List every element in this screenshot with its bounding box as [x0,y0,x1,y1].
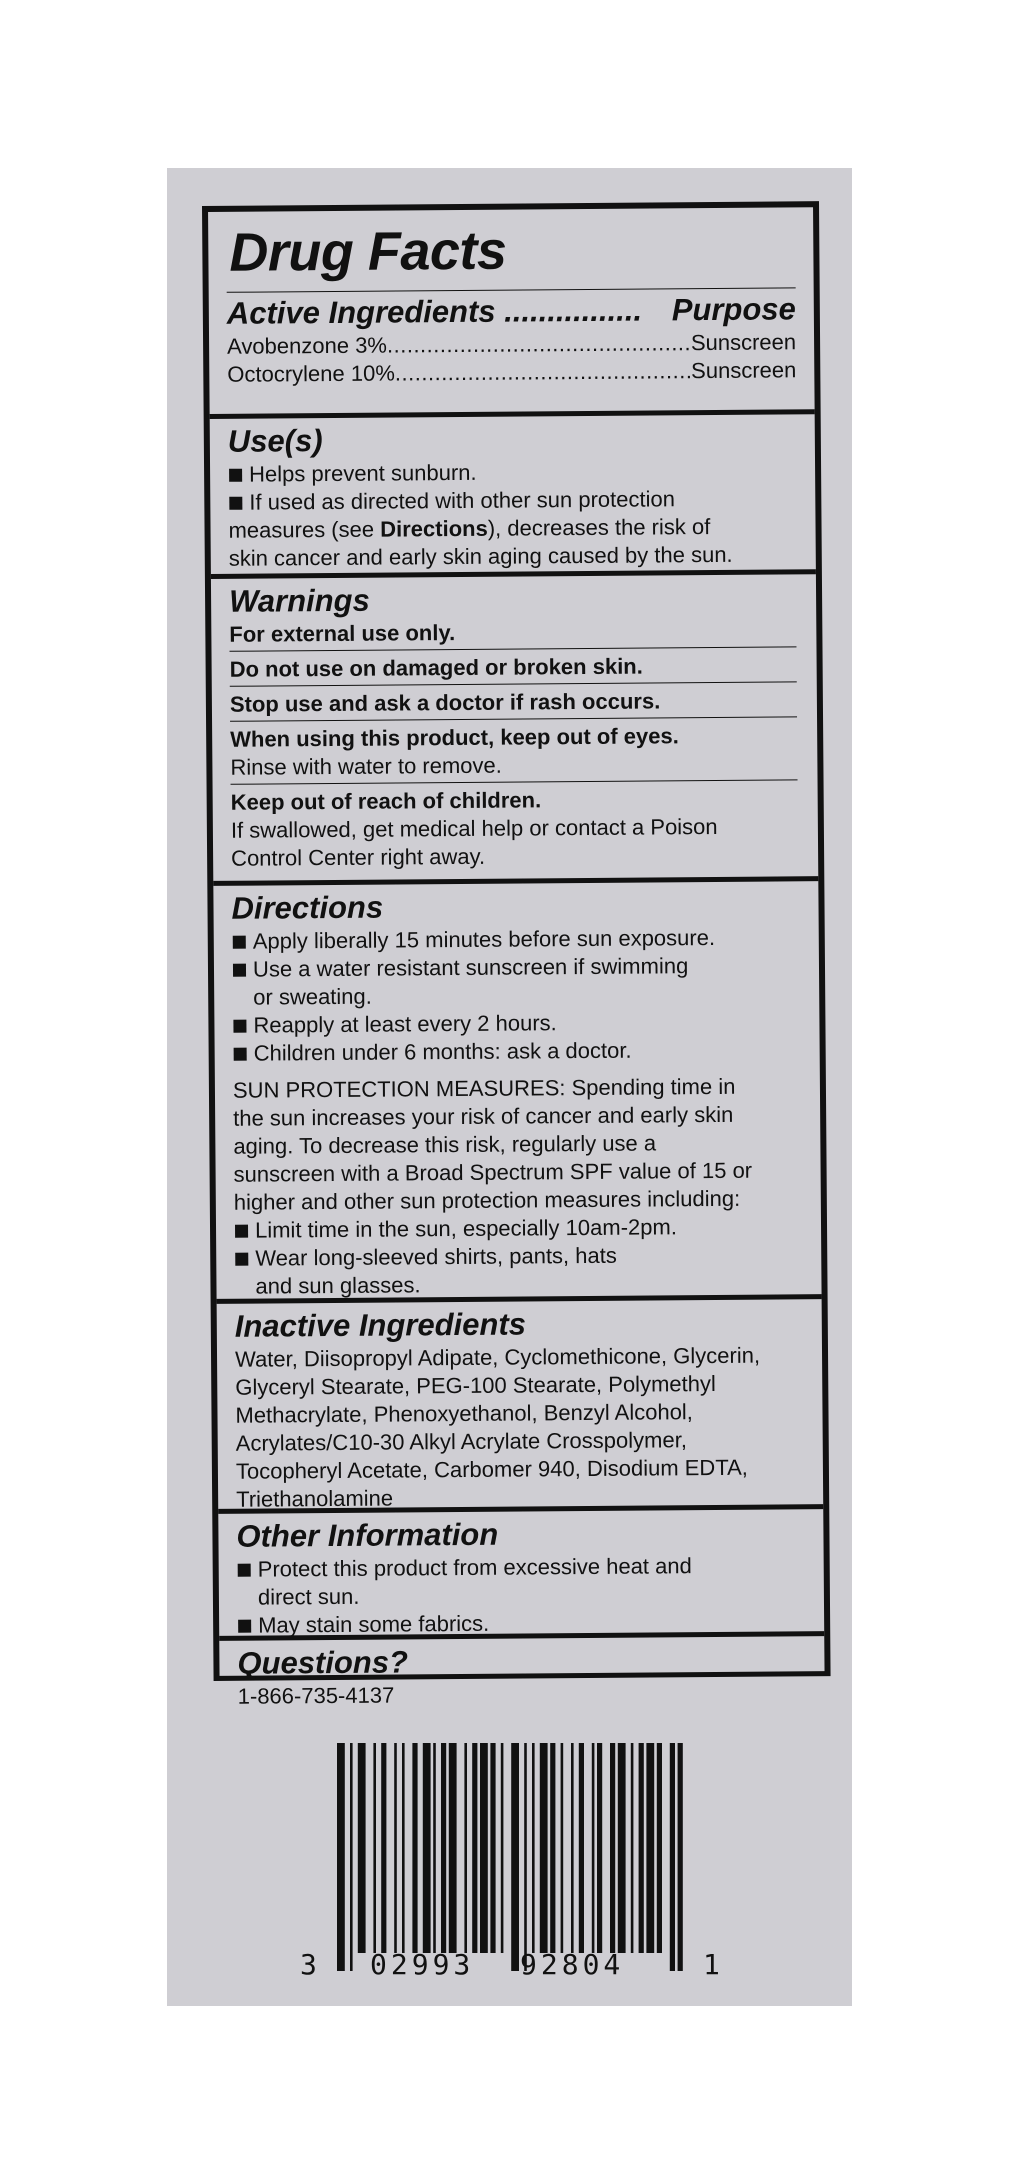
uses-heading: Use(s) [227,423,323,459]
sun-protection-text: SUN PROTECTION MEASURES: Spending time in [232,1073,736,1103]
barcode-bar [358,1743,366,1953]
barcode-bar [678,1743,683,1971]
barcode-bar [480,1743,488,1953]
questions-phone: 1-866-735-4137 [237,1682,395,1709]
barcode-bar [511,1743,519,1971]
sun-protection-text: aging. To decrease this risk, regularly use a [233,1130,657,1159]
warning-damaged-skin: Do not use on damaged or broken skin. [229,653,643,682]
inactive-ingredients-text: Glyceryl Stearate, PEG-100 Stearate, Polymethyl [235,1371,716,1400]
barcode-group-2: 92804 [520,1948,625,1981]
barcode-bar [532,1743,535,1953]
purpose-heading: Purpose [671,291,796,328]
barcode-bar [561,1743,564,1953]
warning-external-use: For external use only. [229,620,456,647]
other-information-heading: Other Information [236,1516,499,1554]
inactive-ingredients-text: Tocopheryl Acetate, Carbomer 940, Disodium EDTA, [235,1454,748,1484]
sun-protection-item-text: Limit time in the sun, especially 10am-2pm. [254,1214,677,1243]
barcode-bar [639,1743,644,1953]
inactive-ingredients-text: Water, Diisopropyl Adipate, Cyclomethicone, Glycerin, [234,1342,761,1372]
other-information-item-continuation: direct sun. [257,1583,360,1610]
uses-item-text: If used as directed with other sun protection [249,486,675,515]
directions-reference: Directions [380,515,488,542]
barcode-bar [441,1743,446,1953]
barcode-bar [337,1743,345,1971]
sun-protection-item-continuation: and sun glasses. [255,1272,421,1299]
directions-item-text: Reapply at least every 2 hours. [253,1010,557,1038]
questions-heading: Questions? [237,1644,409,1681]
warning-children-text: Control Center right away. [231,843,486,871]
barcode-bar [550,1743,555,1953]
barcode-bar [646,1743,654,1953]
barcode-bar [350,1743,353,1971]
ingredient-name: Octocrylene 10% [227,360,395,387]
inactive-ingredients-text: Triethanolamine [236,1485,394,1512]
warning-children: Keep out of reach of children. [230,787,542,815]
barcode-bar [579,1743,584,1953]
barcode-bar [412,1743,417,1953]
barcode-bar [402,1743,405,1953]
barcode-bar [597,1743,602,1953]
ingredient-name: Avobenzone 3% [227,332,388,359]
other-information-item-text: May stain some fabrics. [258,1610,490,1638]
other-information-item-text: Protect this product from excessive heat and [257,1553,692,1582]
uses-item-continuation: skin cancer and early skin aging caused by the sun. [228,541,733,571]
barcode-bar [381,1743,386,1953]
sun-protection-text: higher and other sun protection measures including: [233,1185,741,1215]
uses-text: ), decreases the risk of [487,514,711,541]
ingredient-purpose: Sunscreen [690,329,797,356]
barcode-bar [464,1743,467,1953]
barcode-bar [423,1743,431,1953]
barcode-bar [472,1743,477,1953]
active-ingredients-heading: Active Ingredients ................ [226,292,643,331]
barcode-bar [592,1743,595,1953]
warning-stop-use: Stop use and ask a doctor if rash occurs. [229,688,661,717]
sun-protection-item-text: Wear long-sleeved shirts, pants, hats [255,1242,617,1271]
directions-item-text: Apply liberally 15 minutes before sun exposure. [252,924,716,954]
directions-heading: Directions [231,889,384,926]
sun-protection-text: sunscreen with a Broad Spectrum SPF value of 15 or [233,1157,753,1187]
directions-item-text: Children under 6 months: ask a doctor. [253,1037,632,1066]
directions-item-continuation: or sweating. [253,983,372,1010]
barcode-bar [373,1743,376,1953]
inactive-ingredients-heading: Inactive Ingredients [234,1306,527,1344]
barcode-bar [540,1743,548,1953]
inactive-ingredients-text: Methacrylate, Phenoxyethanol, Benzyl Alcohol, [235,1399,693,1428]
sun-protection-text: the sun increases your risk of cancer and early skin [233,1101,734,1131]
barcode-bar [631,1743,634,1953]
warning-eyes: When using this product, keep out of eyes. [230,723,679,752]
ingredient-purpose: Sunscreen [691,357,797,384]
barcode-bar [524,1743,527,1971]
barcode-group-1: 02993 [370,1948,475,1981]
uses-text: measures (see [228,516,381,543]
barcode-bar [490,1743,495,1953]
barcode-bar [618,1743,626,1953]
barcode-bar [610,1743,615,1953]
barcode-bars [337,1743,683,1971]
inactive-ingredients-text: Acrylates/C10-30 Alkyl Acrylate Crosspolymer, [235,1427,687,1456]
barcode-bar [433,1743,436,1953]
warning-children-text: If swallowed, get medical help or contact a Poison [230,813,718,843]
drug-facts-title: Drug Facts [229,220,507,283]
directions-item-text: Use a water resistant sunscreen if swimming [252,953,689,982]
barcode-bar [394,1743,397,1953]
barcode-right-digit: 1 [703,1948,720,1981]
warning-eyes-text: Rinse with water to remove. [230,752,502,780]
barcode-left-digit: 3 [300,1948,317,1981]
barcode-bar [571,1743,574,1953]
uses-item-text: Helps prevent sunburn. [249,459,477,487]
barcode-bar [657,1743,662,1953]
barcode-bar [670,1743,675,1971]
barcode-bar [501,1743,504,1953]
warnings-heading: Warnings [228,582,370,619]
barcode-bar [449,1743,457,1953]
